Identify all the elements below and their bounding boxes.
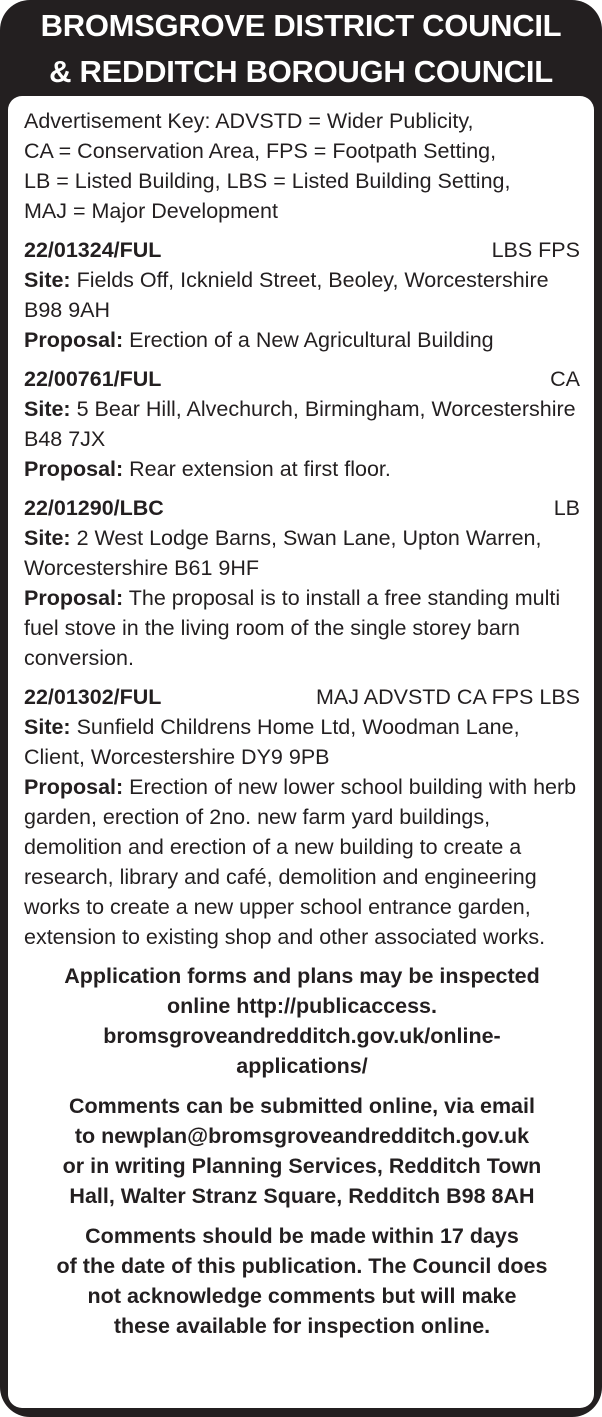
application-site [24, 265, 580, 325]
deadline-line-3: not acknowledge comments but will make [87, 1284, 517, 1308]
proposal-text: Erection of a New Agricultural Building [129, 328, 494, 352]
site-label: Site: [24, 268, 71, 292]
notice-body [8, 96, 594, 1408]
application-codes: MAJ ADVSTD CA FPS LBS [315, 685, 580, 709]
notice-header [8, 0, 594, 96]
proposal-text: Rear extension at first floor. [129, 457, 391, 481]
proposal-text: Erection of new lower school building with herb garden, erection of 2no. new farm yard buildings, demolition and erection of a new building to create a research, library and café, demolition and engineering works to create a new upper school entrance garden, extension to existing shop and other associated works. [24, 775, 577, 949]
deadline-line-4: these available for inspection online. [113, 1314, 491, 1338]
header-line-2: & REDDITCH BOROUGH COUNCIL [49, 54, 553, 89]
application-ref: 22/01290/LBC [24, 496, 164, 520]
application-proposal [24, 454, 580, 484]
site-text: 2 West Lodge Barns, Swan Lane, Upton Warren, Worcestershire B61 9HF [24, 526, 542, 580]
proposal-label: Proposal: [24, 775, 124, 799]
key-line-4: MAJ = Major Development [24, 199, 278, 223]
proposal-label: Proposal: [24, 457, 124, 481]
site-label: Site: [24, 397, 71, 421]
key-line-3: LB = Listed Building, LBS = Listed Building Setting, [24, 169, 511, 193]
application-site [24, 712, 580, 772]
application-codes: LBS FPS [491, 238, 580, 262]
comments-line-4: Hall, Walter Stranz Square, Redditch B98 8AH [69, 1184, 535, 1208]
application-3 [24, 493, 580, 673]
proposal-text: The proposal is to install a free standing multi fuel stove in the living room of the single storey barn conversion. [24, 586, 561, 670]
application-1 [24, 235, 580, 355]
deadline-line-1: Comments should be made within 17 days [85, 1224, 519, 1248]
key-line-1: Advertisement Key: ADVSTD = Wider Publicity, [24, 109, 474, 133]
inspect-line-2: online http://publicaccess. [167, 994, 437, 1018]
header-line-1: BROMSGROVE DISTRICT COUNCIL [40, 8, 562, 43]
application-4 [24, 682, 580, 952]
inspect-line-1: Application forms and plans may be inspected [64, 964, 540, 988]
application-codes: LB [553, 496, 580, 520]
deadline-line-2: of the date of this publication. The Council does [56, 1254, 548, 1278]
comments-line-3: or in writing Planning Services, Redditch Town [62, 1154, 542, 1178]
application-proposal [24, 772, 580, 952]
deadline-info [24, 1221, 580, 1341]
site-label: Site: [24, 715, 71, 739]
comments-line-2: to newplan@bromsgroveandredditch.gov.uk [74, 1124, 530, 1148]
site-text: 5 Bear Hill, Alvechurch, Birmingham, Worcestershire B48 7JX [24, 397, 576, 451]
application-ref: 22/01324/FUL [24, 238, 162, 262]
key-line-2: CA = Conservation Area, FPS = Footpath Setting, [24, 139, 497, 163]
application-3-head [24, 493, 580, 523]
application-ref: 22/00761/FUL [24, 367, 162, 391]
proposal-label: Proposal: [24, 586, 124, 610]
application-2-head [24, 364, 580, 394]
site-text: Sunfield Childrens Home Ltd, Woodman Lane, Client, Worcestershire DY9 9PB [24, 715, 520, 769]
site-label: Site: [24, 526, 71, 550]
application-2 [24, 364, 580, 484]
inspection-info [24, 961, 580, 1081]
application-4-head [24, 682, 580, 712]
application-1-head [24, 235, 580, 265]
inspect-line-3: bromsgroveandredditch.gov.uk/online- [103, 1024, 501, 1048]
application-proposal [24, 325, 580, 355]
comments-line-1: Comments can be submitted online, via email [69, 1094, 535, 1118]
site-text: Fields Off, Icknield Street, Beoley, Worcestershire B98 9AH [24, 268, 549, 322]
application-codes: CA [550, 367, 580, 391]
application-site [24, 523, 580, 583]
application-site [24, 394, 580, 454]
application-ref: 22/01302/FUL [24, 685, 162, 709]
proposal-label: Proposal: [24, 328, 124, 352]
inspect-line-4: applications/ [236, 1054, 368, 1078]
advertisement-key [24, 106, 580, 226]
comments-info [24, 1091, 580, 1211]
application-proposal [24, 583, 580, 673]
